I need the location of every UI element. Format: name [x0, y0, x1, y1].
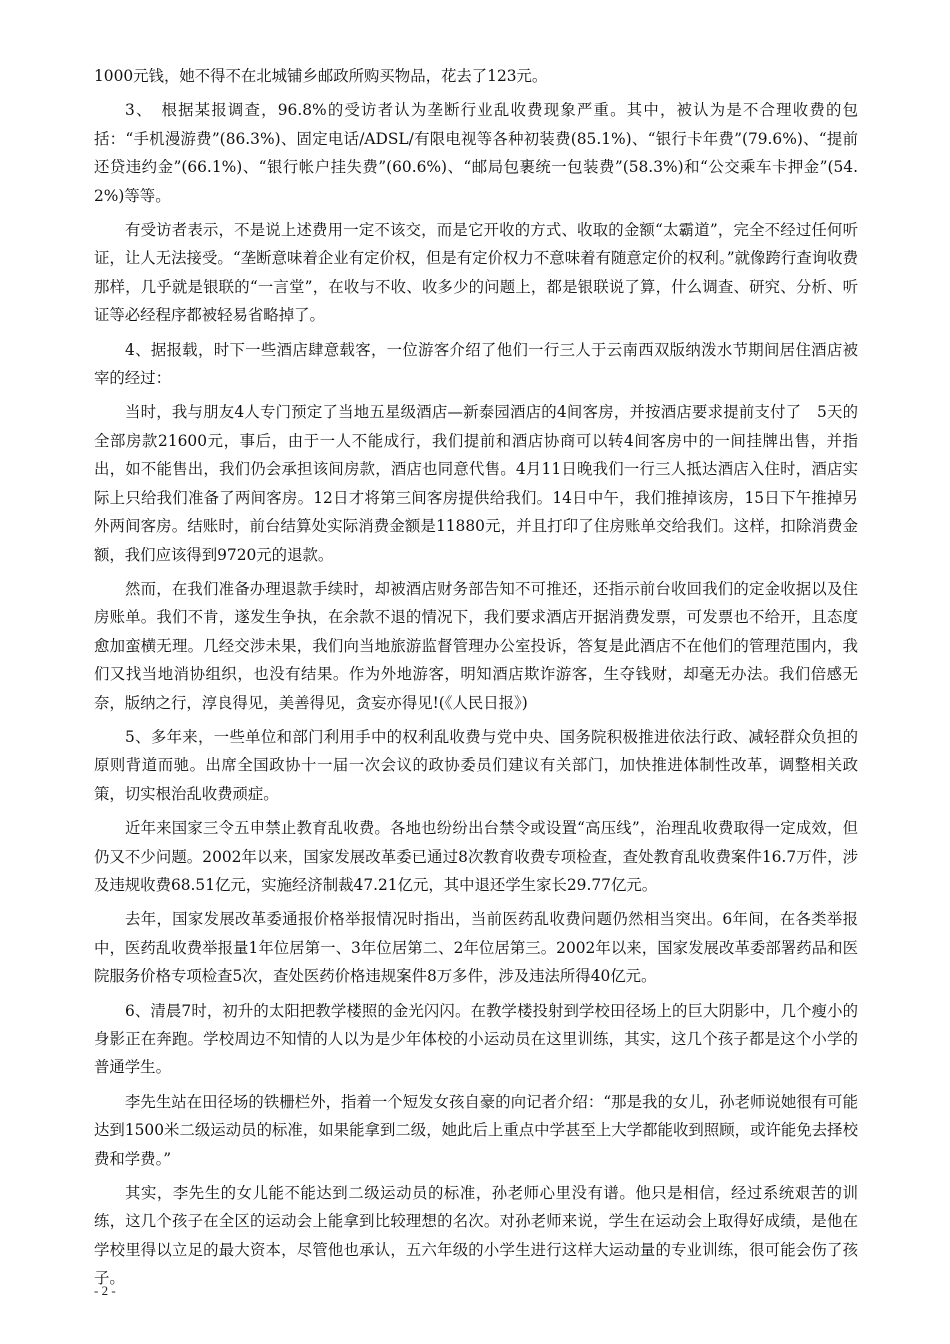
paragraph-item-4: 4、据报载，时下一些酒店肆意载客，一位游客介绍了他们一行三人于云南西双版纳泼水节期间居住酒店被宰的经过： [94, 340, 858, 388]
paragraph: 其实，李先生的女儿能不能达到二级运动员的标准，孙老师心里没有谱。他只是相信，经过系统艰苦的训练，这几个孩子在全区的运动会上能拿到比较理想的名次。对孙老师来说，学生在运动会上取得好成绩，是他在学校里得以立足的最大资本，尽管他也承认，五六年级的小学生进行这样大运动量的专业训练，很可能会伤了孩子。 [94, 1184, 858, 1288]
document-body [94, 62, 858, 1299]
paragraph-item-5: 5、多年来，一些单位和部门利用手中的权利乱收费与党中央、国务院积极推进依法行政、减轻群众负担的原则背道而驰。出席全国政协十一届一次会议的政协委员们建议有关部门，加快推进体制性改革，调整相关政策，切实根治乱收费顽症。 [94, 727, 858, 803]
paragraph: 李先生站在田径场的铁栅栏外，指着一个短发女孩自豪的向记者介绍：“那是我的女儿，孙老师说她很有可能达到1500米二级运动员的标准，如果能拿到二级，她此后上重点中学甚至上大学都能收到照顾，或许能免去择校费和学费。” [94, 1092, 858, 1168]
paragraph-item-6: 6、清晨7时，初升的太阳把教学楼照的金光闪闪。在教学楼投射到学校田径场上的巨大阴影中，几个瘦小的身影正在奔跑。学校周边不知情的人以为是少年体校的小运动员在这里训练，其实，这几个孩子都是这个小学的普通学生。 [94, 1001, 858, 1077]
paragraph: 有受访者表示，不是说上述费用一定不该交，而是它开收的方式、收取的金额“太霸道”，完全不经过任何听证，让人无法接受。“垄断意味着企业有定价权，但是有定价权力不意味着有随意定价的权利。”就像跨行查询收费那样，几乎就是银联的“一言堂”，在收与不收、收多少的问题上，都是银联说了算，什么调查、研究、分析、听证等必经程序都被轻易省略掉了。 [94, 221, 858, 325]
paragraph: 然而，在我们准备办理退款手续时，却被酒店财务部告知不可推还，还指示前台收回我们的定金收据以及住房账单。我们不肯，遂发生争执，在余款不退的情况下，我们要求酒店开据消费发票，可发票也不给开，且态度愈加蛮横无理。几经交涉未果，我们向当地旅游监督管理办公室投诉，答复是此酒店不在他们的管理范围内，我们又找当地消协组织，也没有结果。作为外地游客，明知酒店欺诈游客，生夺钱财，却毫无办法。我们倍感无奈，版纳之行，淳良得见，美善得见，贪妄亦得见!(《人民日报》) [94, 579, 858, 712]
paragraph: 去年，国家发展改革委通报价格举报情况时指出，当前医药乱收费问题仍然相当突出。6年间，在各类举报中，医药乱收费举报量1年位居第一、3年位居第二、2年位居第三。2002年以来，国家发展改革委部署药品和医院服务价格专项检查5次，查处医药价格违规案件8万多件，涉及违法所得40亿元。 [94, 910, 858, 986]
paragraph-item-3: 3、 根据某报调查，96.8%的受访者认为垄断行业乱收费现象严重。其中，被认为是不合理收费的包括：“手机漫游费”(86.3%)、固定电话/ADSL/有限电视等各种初装费(85.1%)、“银行卡年费”(79.6%)、“提前还贷违约金”(66.1%)、“银行帐户挂失费”(60.6%)、“邮局包裹统一包装费”(58.3%)和“公交乘车卡押金”(54.2%)等等。 [94, 101, 858, 205]
paragraph: 近年来国家三令五申禁止教育乱收费。各地也纷纷出台禁令或设置“高压线”，治理乱收费取得一定成效，但仍又不少问题。2002年以来，国家发展改革委已通过8次教育收费专项检查，查处教育乱收费案件16.7万件，涉及违规收费68.51亿元，实施经济制裁47.21亿元，其中退还学生家长29.77亿元。 [94, 819, 858, 894]
paragraph-continuation: 1000元钱，她不得不在北城铺乡邮政所购买物品，花去了123元。 [94, 67, 548, 85]
page-number: - 2 - [94, 1283, 116, 1298]
paragraph-quote: 当时，我与朋友4人专门预定了当地五星级酒店—新泰园酒店的4间客房，并按酒店要求提前支付了 5天的全部房款21600元，事后，由于一人不能成行，我们提前和酒店协商可以转4间客房中的一间挂牌出售，并指出，如不能售出，我们仍会承担该间房款，酒店也同意代售。4月11日晚我们一行三人抵达酒店入住时，酒店实际上只给我们准备了两间客房。12日才将第三间客房提供给我们。14日中午，我们推掉该房，15日下午推掉另外两间客房。结账时，前台结算处实际消费金额是11880元，并且打印了住房账单交给我们。这样，扣除消费金额，我们应该得到9720元的退款。 [94, 403, 858, 564]
